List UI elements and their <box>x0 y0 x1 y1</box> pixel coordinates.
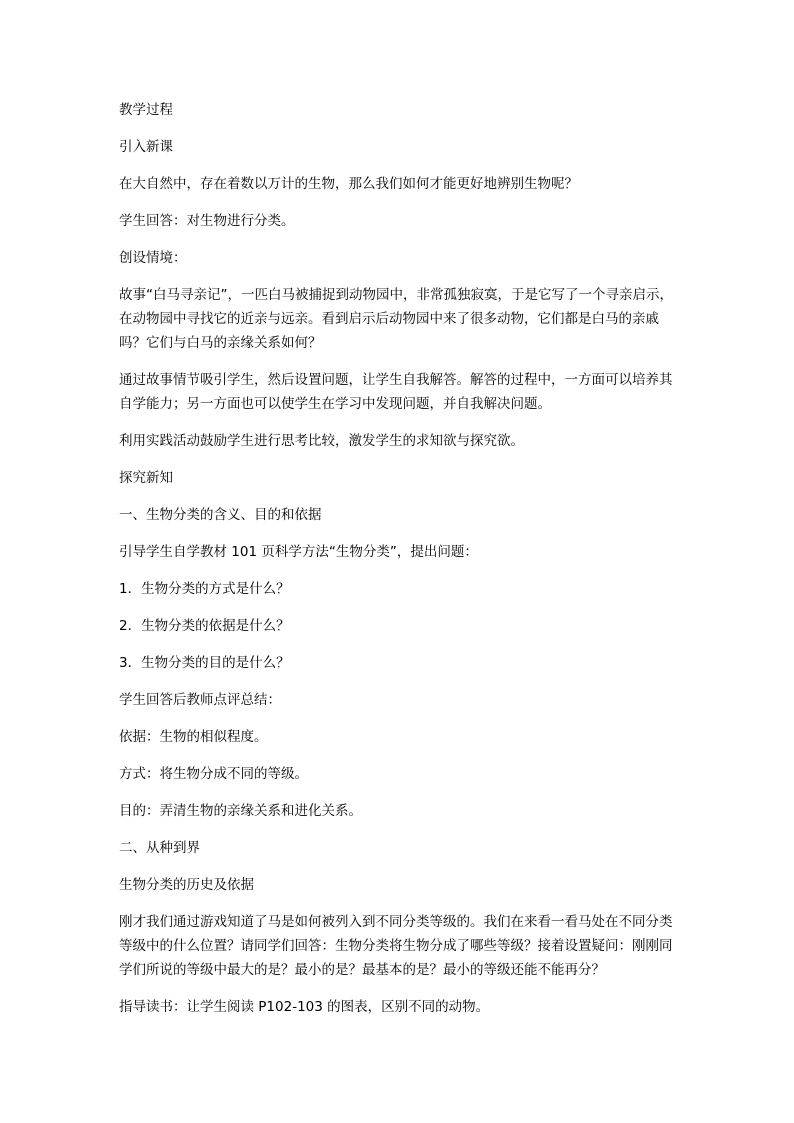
paragraph-summary-intro: 学生回答后教师点评总结： <box>119 692 281 708</box>
list-item-question-3: 3．生物分类的目的是什么？ <box>119 655 290 671</box>
paragraph-story-purpose: 通过故事情节吸引学生，然后设置问题，让学生自我解答。解答的过程中，一方面可以培养其自学能力；另一方面也可以使学生在学习中发现问题，并自我解决问题。 <box>119 372 673 412</box>
paragraph-student-answer: 学生回答：对生物进行分类。 <box>119 213 295 229</box>
paragraph-guide-reading: 引导学生自学教材 101 页科学方法“生物分类”，提出问题： <box>119 544 478 560</box>
heading-introduction: 引入新课 <box>119 139 173 155</box>
paragraph-purpose: 目的：弄清生物的亲缘关系和进化关系。 <box>119 803 362 819</box>
heading-explore: 探究新知 <box>119 470 173 486</box>
paragraph-practice: 利用实践活动鼓励学生进行思考比较，激发学生的求知欲与探究欲。 <box>119 433 524 449</box>
paragraph-story: 故事“白马寻亲记”，一匹白马被捕捉到动物园中，非常孤独寂寞，于是它写了一个寻亲启示，在动物园中寻找它的近亲与远亲。看到启示后动物园中来了很多动物，它们都是白马的亲戚吗？它们与白马的亲缘关系如何？ <box>119 287 673 351</box>
paragraph-method: 方式：将生物分成不同的等级。 <box>119 766 308 782</box>
heading-section-two: 二、从种到界 <box>119 840 200 856</box>
paragraph-basis: 依据：生物的相似程度。 <box>119 729 268 745</box>
heading-history: 生物分类的历史及依据 <box>119 877 254 893</box>
paragraph-question: 在大自然中，存在着数以万计的生物，那么我们如何才能更好地辨别生物呢？ <box>119 176 578 192</box>
heading-scenario: 创设情境： <box>119 250 187 266</box>
paragraph-game: 刚才我们通过游戏知道了马是如何被列入到不同分类等级的。我们在来看一看马处在不同分类等级中的什么位置？请同学们回答：生物分类将生物分成了哪些等级？接着设置疑问：刚刚同学们所说的等级中最大的是？最小的是？最基本的是？最小的等级还能不能再分？ <box>119 914 673 978</box>
document-body <box>119 98 679 1019</box>
heading-section-one: 一、生物分类的含义、目的和依据 <box>119 507 322 523</box>
paragraph-reading-guide: 指导读书：让学生阅读 P102-103 的图表，区别不同的动物。 <box>119 999 490 1015</box>
list-item-question-2: 2．生物分类的依据是什么？ <box>119 618 290 634</box>
heading-teaching-process: 教学过程 <box>119 102 173 118</box>
list-item-question-1: 1．生物分类的方式是什么？ <box>119 581 290 597</box>
